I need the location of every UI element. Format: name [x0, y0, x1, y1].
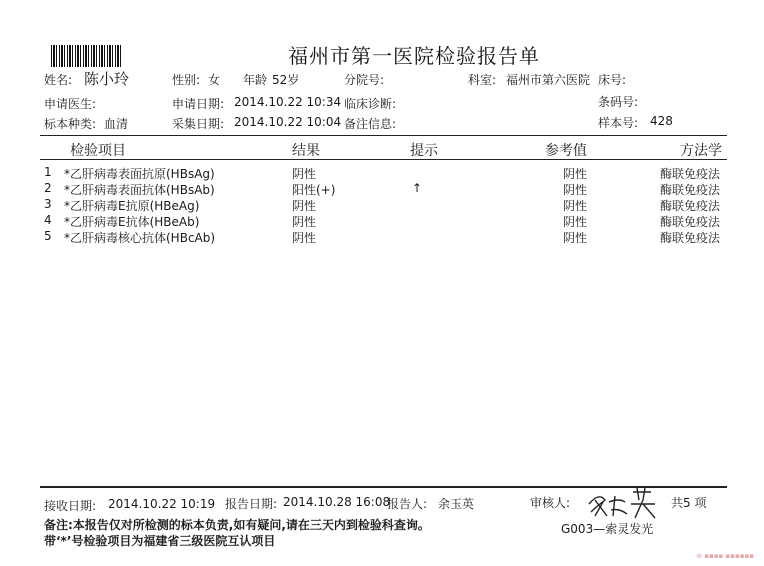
- doctor-label: 申请医生:: [44, 97, 97, 111]
- received-date-value: 2014.10.22 10:19: [108, 497, 216, 511]
- row-item: *乙肝病毒核心抗体(HBcAb): [64, 231, 216, 245]
- col-header-result: 结果: [292, 143, 320, 159]
- footer-note-2: 带‘*’号检验项目为福建省三级医院互认项目: [44, 534, 276, 548]
- age-label: 年龄: [243, 73, 268, 87]
- department-value: 福州市第六医院: [506, 73, 591, 87]
- barcode-image: [51, 45, 123, 67]
- row-item: *乙肝病毒表面抗原(HBsAg): [64, 167, 215, 181]
- sample-no-label: 样本号:: [598, 116, 639, 130]
- remarks-label: 备注信息:: [344, 117, 397, 131]
- reviewer-code: G003—索灵发光: [561, 522, 654, 536]
- row-method: 酶联免疫法: [660, 231, 721, 245]
- header-top-rule: [40, 135, 727, 136]
- reviewer-label: 审核人:: [530, 496, 571, 510]
- row-method: 酶联免疫法: [660, 199, 721, 213]
- specimen-label: 标本种类:: [44, 117, 97, 131]
- table-row: [0, 181, 764, 197]
- row-number: 1: [44, 165, 52, 179]
- col-header-item: 检验项目: [70, 143, 126, 159]
- col-header-reference: 参考值: [545, 143, 587, 159]
- diagnosis-label: 临床诊断:: [344, 97, 397, 111]
- report-date-value: 2014.10.28 16:08: [283, 495, 391, 509]
- row-method: 酶联免疫法: [660, 167, 721, 181]
- reporter-label: 报告人:: [387, 497, 428, 511]
- row-method: 酶联免疫法: [660, 215, 721, 229]
- row-result: 阴性: [292, 199, 317, 213]
- row-reference: 阴性: [563, 167, 588, 181]
- specimen-value: 血清: [104, 117, 129, 131]
- patient-name: 陈小玲: [84, 70, 130, 88]
- table-row: [0, 229, 764, 245]
- row-reference: 阴性: [563, 231, 588, 245]
- row-reference: 阴性: [563, 215, 588, 229]
- department-label: 科室:: [468, 73, 497, 87]
- sample-no-value: 428: [650, 114, 673, 128]
- header-bottom-rule: [40, 159, 727, 160]
- row-item: *乙肝病毒E抗原(HBeAg): [64, 199, 200, 213]
- collection-date-value: 2014.10.22 10:04: [234, 115, 342, 129]
- name-label: 姓名:: [44, 73, 73, 87]
- row-result: 阴性: [292, 167, 317, 181]
- footer-note-1: 备注:本报告仅对所检测的标本负责,如有疑问,请在三天内到检验科查询。: [44, 518, 430, 532]
- row-hint: ↑: [412, 181, 423, 195]
- bed-label: 床号:: [598, 73, 627, 87]
- row-reference: 阴性: [563, 199, 588, 213]
- row-result: 阴性: [292, 215, 317, 229]
- barcode-no-label: 条码号:: [598, 95, 639, 109]
- request-date-value: 2014.10.22 10:34: [234, 95, 342, 109]
- col-header-hint: 提示: [410, 143, 438, 159]
- row-number: 5: [44, 229, 52, 243]
- report-title: 福州市第一医院检验报告单: [288, 44, 540, 68]
- gender-label: 性别:: [172, 73, 201, 87]
- row-method: 酶联免疫法: [660, 183, 721, 197]
- reviewer-signature: [585, 486, 659, 522]
- request-date-label: 申请日期:: [172, 97, 225, 111]
- collection-date-label: 采集日期:: [172, 117, 225, 131]
- reporter-name: 余玉英: [438, 497, 475, 511]
- row-number: 3: [44, 197, 52, 211]
- row-item: *乙肝病毒表面抗体(HBsAb): [64, 183, 215, 197]
- row-number: 2: [44, 181, 52, 195]
- row-reference: 阴性: [563, 183, 588, 197]
- table-row: [0, 165, 764, 181]
- table-row: [0, 213, 764, 229]
- report-date-label: 报告日期:: [225, 497, 278, 511]
- table-row: [0, 197, 764, 213]
- total-count: 共5 项: [671, 496, 707, 510]
- row-number: 4: [44, 213, 52, 227]
- received-date-label: 接收日期:: [44, 499, 97, 513]
- row-item: *乙肝病毒E抗体(HBeAb): [64, 215, 200, 229]
- col-header-method: 方法学: [680, 143, 722, 159]
- gender-value: 女: [208, 73, 221, 87]
- age-value: 52岁: [272, 73, 300, 87]
- scanner-watermark: ⊛ ▪▪▪▪ ▪▪▪▪▪▪: [696, 552, 754, 560]
- ward-label: 分院号:: [344, 73, 385, 87]
- row-result: 阴性: [292, 231, 317, 245]
- row-result: 阳性(+): [292, 183, 336, 197]
